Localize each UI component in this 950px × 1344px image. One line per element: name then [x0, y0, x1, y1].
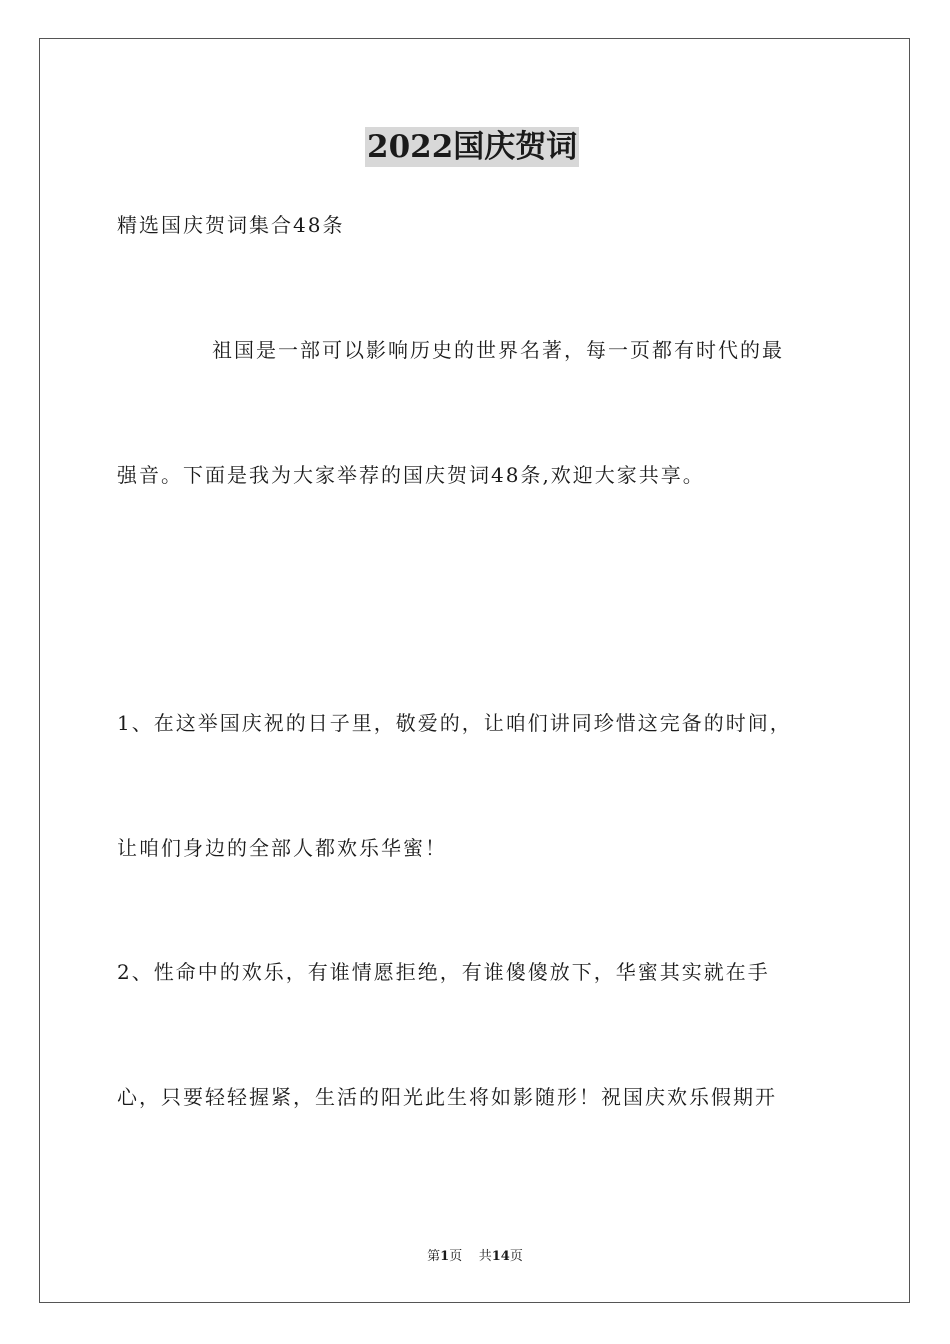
- item-2-line-1: 2、性命中的欢乐，有谁情愿拒绝，有谁傻傻放下，华蜜其实就在手: [117, 960, 770, 984]
- intro-paragraph-line-2: 强音。下面是我为大家举荐的国庆贺词48条,欢迎大家共享。: [117, 463, 705, 487]
- page-footer: [0, 1248, 950, 1266]
- document-title: 2022国庆贺词: [367, 129, 578, 165]
- footer-page-prefix: 第: [427, 1249, 441, 1264]
- item-1-line-1: 1、在这举国庆祝的日子里，敬爱的，让咱们讲同珍惜这完备的时间，: [117, 711, 792, 735]
- footer-total-pages: 14: [491, 1249, 510, 1264]
- intro-paragraph-line-1: 祖国是一部可以影响历史的世界名著，每一页都有时代的最: [212, 338, 784, 362]
- document-subtitle: 精选国庆贺词集合48条: [117, 213, 345, 237]
- item-2-line-2: 心，只要轻轻握紧，生活的阳光此生将如影随形！祝国庆欢乐假期开: [117, 1085, 777, 1109]
- footer-total-prefix: 共: [478, 1249, 492, 1264]
- footer-total-suffix: 页: [509, 1249, 523, 1264]
- footer-page-number: 1: [440, 1249, 450, 1264]
- item-1-line-2: 让咱们身边的全部人都欢乐华蜜！: [117, 836, 447, 860]
- footer-page-suffix: 页: [449, 1249, 463, 1264]
